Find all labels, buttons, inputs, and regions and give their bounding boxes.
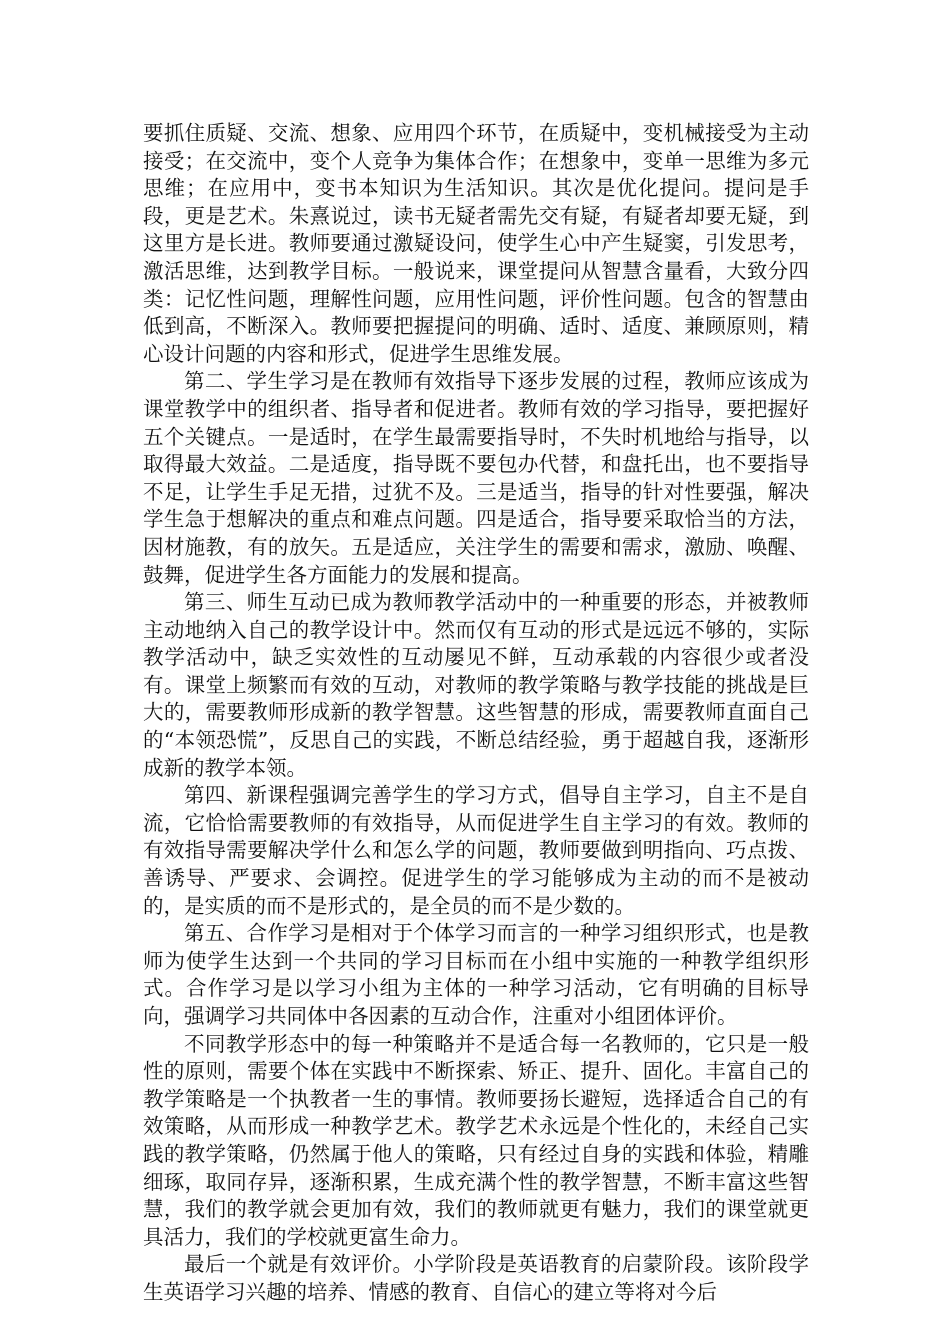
paragraph-3: 第三、师生互动已成为教师教学活动中的一种重要的形态，并被教师主动地纳入自己的教学设计中。然而仅有互动的形式是远远不够的，实际教学活动中，缺乏实效性的互动屡见不鲜，互动承载的内容很少或者没有。课堂上频繁而有效的互动，对教师的教学策略与教学技能的挑战是巨大的，需要教师形成新的教学智慧。这些智慧的形成，需要教师直面自己的“本领恐慌”，反思自己的实践，不断总结经验，勇于超越自我，逐渐形成新的教学本领。 [143,590,809,780]
paragraph-1: 要抓住质疑、交流、想象、应用四个环节，在质疑中，变机械接受为主动接受；在交流中，变个人竞争为集体合作；在想象中，变单一思维为多元思维；在应用中，变书本知识为生活知识。其次是优化提问。提问是手段，更是艺术。朱熹说过，读书无疑者需先交有疑，有疑者却要无疑，到这里方是长进。教师要通过激疑设问，使学生心中产生疑窦，引发思考，激活思维，达到教学目标。一般说来，课堂提问从智慧含量看，大致分四类：记忆性问题，理解性问题，应用性问题，评价性问题。包含的智慧由低到高，不断深入。教师要把握提问的明确、适时、适度、兼顾原则，精心设计问题的内容和形式，促进学生思维发展。 [143,121,809,366]
paragraph-2: 第二、学生学习是在教师有效指导下逐步发展的过程，教师应该成为课堂教学中的组织者、指导者和促进者。教师有效的学习指导，要把握好五个关键点。一是适时，在学生最需要指导时，不失时机地给与指导，以取得最大效益。二是适度，指导既不要包办代替，和盘托出，也不要指导不足，让学生手足无措，过犹不及。三是适当，指导的针对性要强，解决学生急于想解决的重点和难点问题。四是适合，指导要采取恰当的方法，因材施教，有的放矢。五是适应，关注学生的需要和需求，激励、唤醒、鼓舞，促进学生各方面能力的发展和提高。 [143,369,809,587]
paragraph-4: 第四、新课程强调完善学生的学习方式，倡导自主学习，自主不是自流，它恰恰需要教师的有效指导，从而促进学生自主学习的有效。教师的有效指导需要解决学什么和怎么学的问题，教师要做到明指向、巧点拨、善诱导、严要求、会调控。促进学生的学习能够成为主动的而不是被动的，是实质的而不是形式的，是全员的而不是少数的。 [143,783,809,918]
paragraph-7: 最后一个就是有效评价。小学阶段是英语教育的启蒙阶段。该阶段学生英语学习兴趣的培养、情感的教育、自信心的建立等将对今后 [143,1252,809,1304]
paragraph-5: 第五、合作学习是相对于个体学习而言的一种学习组织形式，也是教师为使学生达到一个共同的学习目标而在小组中实施的一种教学组织形式。合作学习是以学习小组为主体的一种学习活动，它有明确的目标导向，强调学习共同体中各因素的互动合作，注重对小组团体评价。 [143,921,809,1028]
paragraph-6: 不同教学形态中的每一种策略并不是适合每一名教师的，它只是一般性的原则，需要个体在实践中不断探索、矫正、提升、固化。丰富自己的教学策略是一个执教者一生的事情。教师要扬长避短，选择适合自己的有效策略，从而形成一种教学艺术。教学艺术永远是个性化的，未经自己实践的教学策略，仍然属于他人的策略，只有经过自身的实践和体验，精雕细琢，取同存异，逐渐积累，生成充满个性的教学智慧，不断丰富这些智慧，我们的教学就会更加有效，我们的教师就更有魅力，我们的课堂就更具活力，我们的学校就更富生命力。 [143,1031,809,1249]
document-body [143,120,809,1307]
